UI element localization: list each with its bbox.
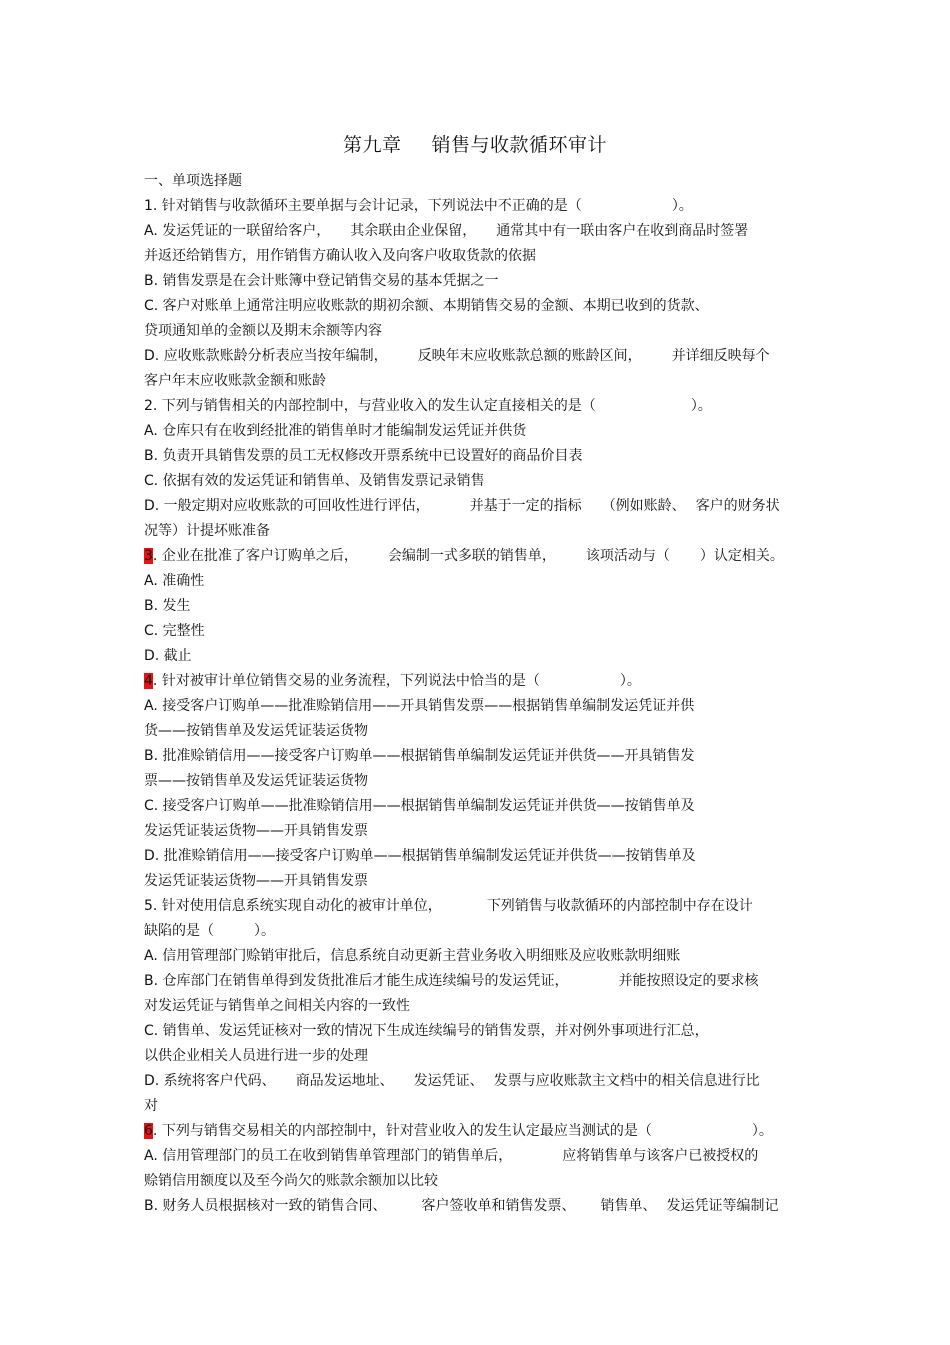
line-text: 并基于一定的指标 (469, 498, 582, 514)
line-text: 销售单、 (600, 1198, 657, 1214)
line-text: 赊销信用额度以及至今尚欠的账款余额加以比较 (144, 1173, 438, 1189)
line-text: 客户签收单和销售发票、 (421, 1198, 576, 1214)
text-line (144, 1169, 814, 1194)
line-text: ）。 (619, 673, 641, 689)
line-text: 并返还给销售方，用作销售方确认收入及向客户收取货款的依据 (144, 248, 536, 264)
text-line (144, 1019, 814, 1044)
line-text: 通常其中有一联由客户在收到商品时签署 (496, 223, 749, 239)
line-text: （例如账龄、 (601, 498, 686, 514)
line-text: . 企业在批准了客户订购单之后， (152, 548, 358, 564)
text-line (144, 469, 814, 494)
highlighted-question-number: 3 (144, 548, 153, 564)
line-text: D. 系统将客户代码、 (144, 1073, 276, 1089)
line-text: A. 信用管理部门赊销审批后，信息系统自动更新主营业务收入明细账及应收账款明细账 (144, 948, 681, 964)
text-line (144, 844, 814, 869)
line-text: C. 客户对账单上通常注明应收账款的期初余额、本期销售交易的金额、本期已收到的货款、 (144, 298, 709, 314)
text-line (144, 794, 814, 819)
chapter-number: 第九章 (342, 134, 402, 156)
text-line (144, 869, 814, 894)
line-text: ）。 (751, 1123, 773, 1139)
line-text: 并详细反映每个 (671, 348, 770, 364)
line-text: C. 接受客户订购单——批准赊销信用——根据销售单编制发运凭证并供货——按销售单及 (144, 798, 695, 814)
line-text: B. 财务人员根据核对一致的销售合同、 (144, 1198, 387, 1214)
line-text: 2. 下列与销售相关的内部控制中，与营业收入的发生认定直接相关的是（ (144, 398, 596, 414)
line-text: 会编制一式多联的销售单， (387, 548, 556, 564)
line-text: A. 接受客户订购单——批准赊销信用——开具销售发票——根据销售单编制发运凭证并供 (144, 698, 695, 714)
line-text: B. 负责开具销售发票的员工无权修改开票系统中已设置好的商品价目表 (144, 448, 583, 464)
line-text: 票——按销售单及发运凭证装运货物 (144, 773, 368, 789)
chapter-name: 销售与收款循环审计 (431, 134, 608, 156)
line-text: ）。 (671, 198, 693, 214)
line-text: 对 (144, 1098, 158, 1114)
text-line (144, 244, 814, 269)
text-line (144, 769, 814, 794)
line-text: 应将销售单与该客户已被授权的 (562, 1148, 759, 1164)
text-line (144, 569, 814, 594)
text-line (144, 1194, 814, 1219)
line-text: B. 发生 (144, 598, 191, 614)
line-text: 发运凭证装运货物——开具销售发票 (144, 873, 368, 889)
text-line (144, 394, 814, 419)
text-line (144, 819, 814, 844)
text-line (144, 719, 814, 744)
text-line (144, 994, 814, 1019)
line-text: 1. 针对销售与收款循环主要单据与会计记录，下列说法中不正确的是（ (144, 198, 582, 214)
text-line (144, 669, 814, 694)
text-line (144, 294, 814, 319)
highlighted-question-number: 6 (144, 1123, 153, 1139)
line-text: 该项活动与（ (585, 548, 670, 564)
line-text: 5. 针对使用信息系统实现自动化的被审计单位， (144, 898, 442, 914)
text-line (144, 1119, 814, 1144)
line-text: 况等）计提坏账准备 (144, 523, 270, 539)
line-text: 贷项通知单的金额以及期末余额等内容 (144, 323, 382, 339)
text-line (144, 444, 814, 469)
line-text: C. 依据有效的发运凭证和销售单、及销售发票记录销售 (144, 473, 485, 489)
line-text: 缺陷的是（ (144, 923, 214, 939)
line-text: 发运凭证等编制记 (666, 1198, 779, 1214)
line-text: C. 完整性 (144, 623, 205, 639)
line-text: 其余联由企业保留， (350, 223, 477, 239)
text-line (144, 1144, 814, 1169)
line-text: 货——按销售单及发运凭证装运货物 (144, 723, 368, 739)
line-text: 客户的财务状 (695, 498, 780, 514)
line-text: . 针对被审计单位销售交易的业务流程，下列说法中恰当的是（ (152, 673, 540, 689)
line-text: ）。 (254, 923, 275, 939)
line-text: A. 发运凭证的一联留给客户， (144, 223, 331, 239)
line-text: A. 仓库只有在收到经批准的销售单时才能编制发运凭证并供货 (144, 423, 527, 439)
highlighted-question-number: 4 (144, 673, 153, 689)
text-line (144, 369, 814, 394)
text-line (144, 319, 814, 344)
line-text: 客户年末应收账款金额和账龄 (144, 373, 326, 389)
line-text: A. 准确性 (144, 573, 205, 589)
line-text: B. 批准赊销信用——接受客户订购单——根据销售单编制发运凭证并供货——开具销售发 (144, 748, 695, 764)
line-text: 反映年末应收账款总额的账龄区间， (417, 348, 642, 364)
text-line (144, 419, 814, 444)
text-line (144, 194, 814, 219)
text-line (144, 644, 814, 669)
text-line (144, 969, 814, 994)
line-text: D. 应收账款账龄分析表应当按年编制， (144, 348, 388, 364)
text-line (144, 744, 814, 769)
line-text: D. 批准赊销信用——接受客户订购单——根据销售单编制发运凭证并供货——按销售单及 (144, 848, 696, 864)
question-body (144, 169, 814, 1219)
line-text: ）。 (690, 398, 712, 414)
line-text: 发运凭证、 (413, 1073, 484, 1089)
text-line (144, 594, 814, 619)
line-text: D. 截止 (144, 648, 192, 664)
line-text: 以供企业相关人员进行进一步的处理 (144, 1048, 368, 1064)
line-text: 下列销售与收款循环的内部控制中存在设计 (486, 898, 753, 914)
line-text: A. 信用管理部门的员工在收到销售单管理部门的销售单后， (144, 1148, 513, 1164)
text-line (144, 694, 814, 719)
line-text: B. 仓库部门在销售单得到发货批准后才能生成连续编号的发运凭证， (144, 973, 569, 989)
text-line (144, 344, 814, 369)
line-text: C. 销售单、发运凭证核对一致的情况下生成连续编号的销售发票，并对例外事项进行汇总， (144, 1023, 709, 1039)
line-text: 商品发运地址、 (295, 1073, 394, 1089)
text-line (144, 1069, 814, 1094)
text-line (144, 219, 814, 244)
text-line (144, 269, 814, 294)
text-line (144, 894, 814, 919)
line-text: B. 销售发票是在会计账簿中登记销售交易的基本凭据之一 (144, 273, 499, 289)
line-text: ）认定相关。 (699, 548, 784, 564)
text-line (144, 619, 814, 644)
section-heading: 一、单项选择题 (144, 173, 242, 189)
line-text: 发票与应收账款主文档中的相关信息进行比 (493, 1073, 760, 1089)
chapter-title (0, 130, 950, 157)
line-text: 并能按照设定的要求核 (618, 973, 759, 989)
line-text: . 下列与销售交易相关的内部控制中，针对营业收入的发生认定最应当测试的是（ (152, 1123, 652, 1139)
text-line (144, 494, 814, 519)
text-line (144, 544, 814, 569)
line-text: 对发运凭证与销售单之间相关内容的一致性 (144, 998, 410, 1014)
text-line (144, 1044, 814, 1069)
line-text: D. 一般定期对应收账款的可回收性进行评估， (144, 498, 430, 514)
text-line (144, 919, 814, 944)
line-text: 发运凭证装运货物——开具销售发票 (144, 823, 368, 839)
text-line (144, 1094, 814, 1119)
text-line (144, 519, 814, 544)
text-line (144, 944, 814, 969)
